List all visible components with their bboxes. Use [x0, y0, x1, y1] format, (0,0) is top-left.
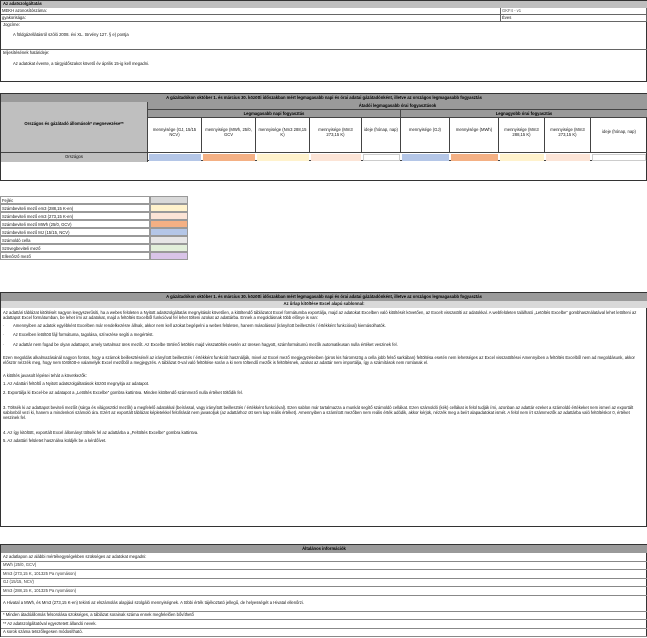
hourly-col-5: ideje (hónap, nap)	[602, 129, 636, 134]
legend-swatch	[150, 236, 188, 244]
bullet-3-text: Az adattár nem fogad be olyan adattapot, amely tartalmaz üres mezőt. Az Excelbe történő letöltés majd visszatöltés esetén az üresen hagyott, számformátumú mezők automatikusan nulla értéket veszinek fel.	[13, 342, 398, 348]
daily-mm3-273-input[interactable]	[311, 154, 361, 161]
legal-value: A földgázellátásról szóló 2008. évi XL. törvény 127. § e) pontja	[13, 32, 129, 37]
bullet-2: · Az Excelben letöltött fájl formátuma, tagolása, színezése segíti a megértést.	[3, 332, 154, 338]
general-line: A sorok száma tetszőlegesen módosítható.	[1, 629, 647, 638]
hourly-gj-input[interactable]	[402, 154, 449, 161]
legend-swatch	[150, 212, 188, 220]
deadline-row	[1, 50, 647, 82]
step-2: 2. Exportálja ki Excel-be az adatapot a „Letöltés Excelbe” gombra kattintva. Minden kitöltendő számmező nulla értéket töltődik fel.	[3, 390, 243, 396]
daily-col-3: mennyisége (Nm3 288,15 K)	[256, 118, 310, 152]
general-lines	[1, 553, 647, 637]
daily-col-5: ideje (hónap, nap)	[362, 118, 401, 152]
legend-swatch	[150, 204, 188, 212]
bullet-3: · Az adattár nem fogad be olyan adattapot, amely tartalmaz üres mezőt. Az Excelbe történő letöltés majd visszatöltés esetén az üresen hagyott, számformátumú mezők automatikusan nulla értéket veszinek fel.	[3, 342, 398, 348]
legend-swatch	[150, 252, 188, 260]
deadline-value: Az adatokat évente, a tárgyidőszakot követő év április 15-ig kell megadni.	[13, 61, 150, 66]
section-title: Az adatszolgáltatás	[1, 1, 647, 8]
general-line: ** Az adatszolgáltatóval egyeztetett állandó nevek.	[1, 620, 647, 629]
mekh-label: MEKH azonosítószáma:	[1, 8, 501, 15]
instructions-body	[3, 311, 643, 443]
legend-label: Számoldó cella	[0, 236, 150, 244]
deadline-label: teljesítésének határideje:	[3, 50, 50, 55]
instructions-title: A gázátadókon október 1. és március 30. közötti időszakban mért legmagasabb napi és órai adatai gázátadónként, illetve az országos legmagasabb fogyasztás	[1, 293, 647, 301]
legend-item	[0, 228, 190, 236]
instructions-para1: Az adattári táblázat kitöltését nagyon leegyszerűsíti, ha a webes felületen a Nyitott adatszolgáltatás megnyitását követően, a kitöltendő táblázatot Excel formátumba exportálja, majd az adatokat Excelben való kitöltését követően, az Excelt visszatölti az adatokkal. A webfelületen található „Letöltés Excelbe” gombhasználatával lehet letölteni az adattapot Excel formátumban, be lehet írni az adatokat, majd a feltöltés Excelből funkcióval fel lehet tölteni azokat az adattárba. Ennek a megoldásnak több előnye is van:	[3, 310, 637, 320]
legend-label: Ellenőrző mező	[0, 252, 150, 260]
legend-item	[0, 212, 190, 220]
hourly-date-input[interactable]	[592, 154, 646, 161]
daily-col-2: mennyisége (MWh, 25/0, GCV	[202, 118, 256, 152]
step-5: 5. Az adattári felületet használva küldjék be a kérdőívet.	[3, 437, 107, 443]
legend-label: Számbeviteli mező MJ (15/15, NCV)	[0, 228, 150, 236]
table-title: A gázátadókon október 1. és március 30. közötti időszakban mért legmagasabb napi és órai adatai gázátadónként, illetve az országos legmagasabb fogyasztás	[1, 94, 647, 102]
group-main-header: Átadói legmagasabb órai fogyasztások	[148, 102, 647, 110]
frequency-label: gyakorisága:	[1, 15, 501, 22]
legend-item	[0, 204, 190, 212]
hourly-mm3-288-input[interactable]	[500, 154, 544, 161]
legend-item	[0, 196, 190, 204]
frequency-value: Éves	[501, 15, 647, 22]
legend-label: Számbeviteli mező em3 (288,15 K-en)	[0, 204, 150, 212]
legend-label: Számbeviteli mező MWh (25/0, GCV)	[0, 220, 150, 228]
bullet-1: · Amennyiben az adatok egyébként Excelben már rendelkezésre állnak, akkor nem kell azokat begépelni a webes felületen, hanem másolással (irányított beillesztés / értékként funkcióval) kiemásolhatók.	[3, 322, 386, 328]
legend-swatch	[150, 228, 188, 236]
info-section	[0, 0, 647, 82]
legend	[0, 196, 190, 262]
row-orszagos	[1, 152, 647, 161]
daily-nm3-288-input[interactable]	[257, 154, 309, 161]
general-info-section	[0, 544, 647, 637]
hourly-mwh-input[interactable]	[451, 154, 498, 161]
station-column-header: Országos és gázátadó állomások* megnevezése**	[1, 102, 148, 152]
daily-gj-input[interactable]	[149, 154, 201, 161]
group-hourly-header: Legnagyobb órai fogyasztás	[401, 110, 647, 118]
general-line: MWh (25/0, GCV)	[1, 562, 647, 571]
instructions-section	[0, 292, 647, 527]
mekh-row	[1, 8, 647, 15]
general-line: A Hivatal a MWh, és Mm3 (273,15 K-en) tekinti az elszámolás alapjául szolgáló mennyiségnek. A többi érték tájékoztató jellegű, de helyességét a Hivatal ellenőrzi.	[1, 596, 647, 612]
bullet-1-text: Amennyiben az adatok egyébként Excelben már rendelkezésre állnak, akkor nem kell azokat begépelni a webes felületen, hanem másolással (irányított beillesztés / értékként funkcióval) kiemásolhatók.	[13, 322, 386, 328]
step-1: 1. Az Adattári feltöltő a Nyitott adatszolgáltatások között megnyitja az adatapot.	[3, 380, 150, 386]
general-line: Mm3 (288,15 K, 101325 Pa nyomáson)	[1, 587, 647, 596]
step-4: 4. Az így kitöltött, exportált Excel állományt töltsék fel az adattárba a „Feltöltés Excelbe” gombra kattintva.	[3, 429, 199, 435]
instructions-subtitle: Az űrlap kitöltése Excel alapú sablonnal:	[1, 301, 647, 308]
frequency-row	[1, 15, 647, 22]
consumption-table	[0, 93, 647, 181]
legend-list	[0, 196, 190, 260]
legend-item	[0, 244, 190, 252]
hourly-mm3-273-input[interactable]	[546, 154, 590, 161]
legend-label: Számbeviteli mező em3 (273,15 K-en)	[0, 212, 150, 220]
empty-row	[1, 161, 647, 181]
legend-swatch	[150, 196, 188, 204]
bullet-2-text: Az Excelben letöltött fájl formátuma, tagolása, színezése segíti a megértést.	[13, 332, 154, 338]
hourly-col-2: mennyisége (MWh)	[450, 118, 499, 152]
step-3: 3. Töltsék ki az adattapot beviteli mezőit (sárga és világoszöld mezők) a megfelelő adatokkal (beírással, vagy irányított beillesztés / értékként funkcióval). Ezen sablon már tartalmazza a munkát segítő számoldó cellákat. Ezen számoldó (kék) cellákat is felül tudják írni, azonban az adattár ezeket a számoldó értékeket nem ismeri az exportált sablonból vezi ki, hanem a mindenkori számoló ára. Ezért az exportált táblázat képletekkel felülírását nem javasoljuk (az adattárhoz ott sem kap reális értéket). Amennyiben a számított mezőben nem reális érték adódik, akkor kérjük, nézzék meg a beírt alapadatokat ismét. A felül nem írt számmezők az adattárba való feltöltéskor 0, értéket veszinek fel.	[3, 405, 634, 420]
legend-item	[0, 220, 190, 228]
row-label: Országos	[1, 153, 148, 162]
instructions-para2: Ezen megoldás alkalmazásánál nagyon fontos, hogy a számok beillesztésénél az irányított beillesztés / értékként funkciót használják, mivel az Excel mező megjegyzéseiben (piros kis háromszög a cella jobb felső sarkában) feltöltésa esetén nem lehetséges az Excel visszatöltései Amennyiben a feltöltés Excelből nem ad megoldásunk, akkor először nézzék meg, hogy nem töröltött-e valamelyik Excel mezőből a megjegyzés. A táblázat 0-val való feltöltése során a ki nem töltendő mezők is feltöltésnek, azokat az adattár nem importálja, így a számítások nem romlanak el.	[3, 355, 635, 365]
legend-label: Fejléc	[0, 196, 150, 204]
general-line: Az adatlapon az alábbi mértékegységekben szükséges az adatokat megadni:	[1, 553, 647, 562]
legal-label: Jogcíme:	[3, 22, 20, 27]
legend-item	[0, 236, 190, 244]
daily-date-input[interactable]	[363, 154, 400, 161]
hourly-col-1: mennyisége (GJ)	[401, 118, 450, 152]
legend-item	[0, 252, 190, 260]
general-line: Mm3 (273,15 K, 101325 Pa nyomáson)	[1, 570, 647, 579]
general-line: * Minden átadóállomás felsorolása szükséges, a táblázat sorainak száma ennek megfelelően bővíthető	[1, 612, 647, 621]
general-line: GJ (15/15, NCV)	[1, 579, 647, 588]
legend-swatch	[150, 220, 188, 228]
daily-col-4: mennyisége (Mm3 273,15 K)	[310, 118, 362, 152]
mekh-value: GKF4 - v1	[501, 8, 647, 15]
hourly-col-4: mennyisége (Mm3 273,15 K)	[545, 118, 591, 152]
daily-col-1: mennyisége (GJ, 15/15 NCV)	[148, 118, 202, 152]
legend-label: Szövegbeviteli mező	[0, 244, 150, 252]
general-title: Általános információk	[1, 545, 647, 553]
group-daily-header: Legmagasabb napi fogyasztás	[148, 110, 401, 118]
legend-swatch	[150, 244, 188, 252]
steps-intro: A kitöltés javasolt lépései tehát a következők:	[3, 372, 87, 378]
hourly-col-3: mennyisége (Mm3 288,15 K)	[499, 118, 545, 152]
legal-row	[1, 22, 647, 50]
daily-mwh-input[interactable]	[203, 154, 255, 161]
